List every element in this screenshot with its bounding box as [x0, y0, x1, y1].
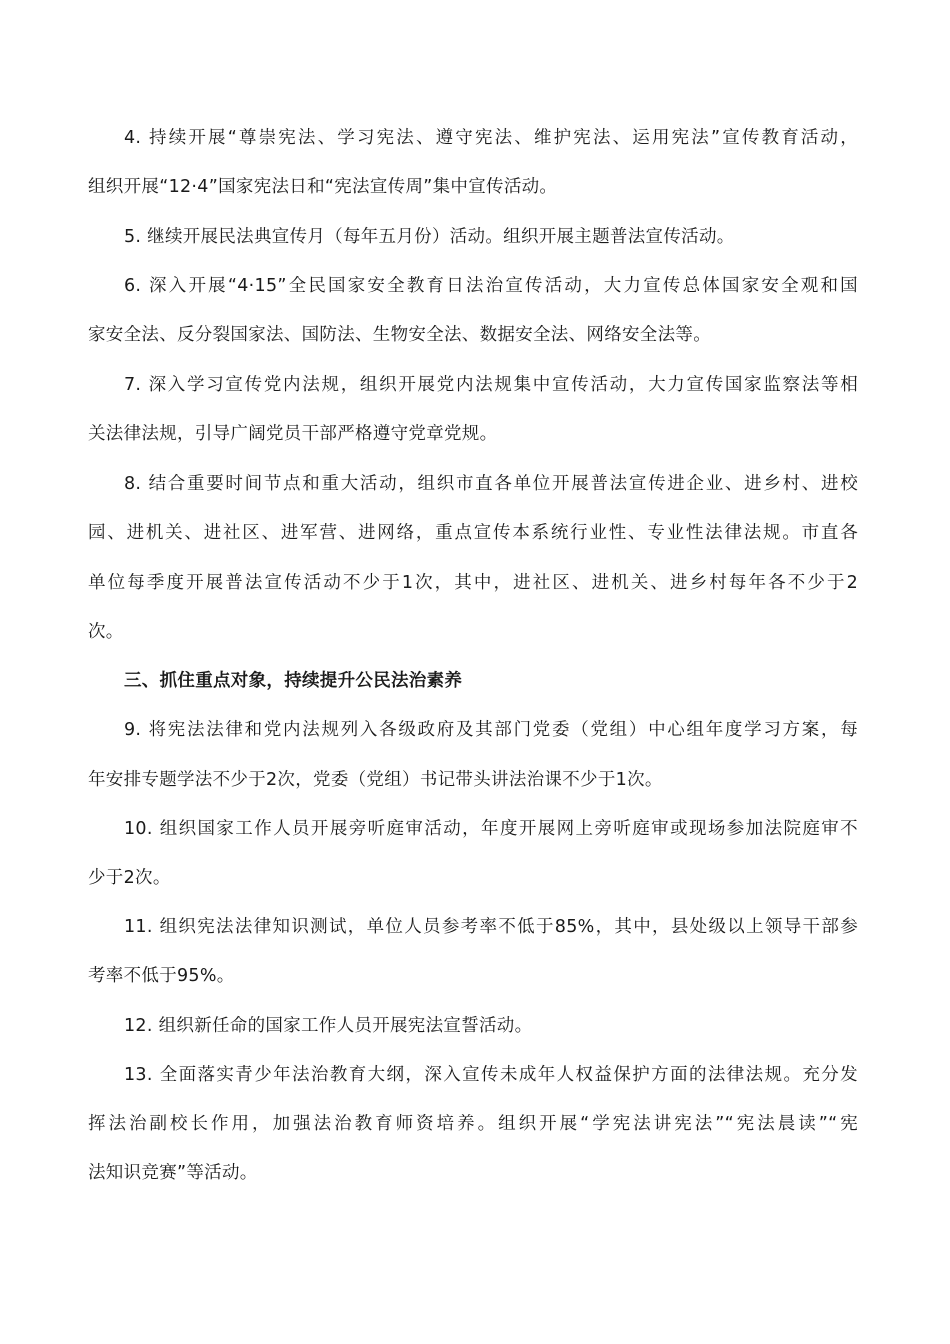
text-line: 法知识竞赛”等活动。 — [88, 1163, 258, 1183]
text-line: 组织开展“12·4”国家宪法日和“宪法宣传周”集中宣传活动。 — [88, 177, 558, 197]
text-line: 6. 深入开展“4·15”全民国家安全教育日法治宣传活动，大力宣传总体国家安全观和国 — [124, 276, 858, 296]
text-line: 7. 深入学习宣传党内法规，组织开展党内法规集中宣传活动，大力宣传国家监察法等相 — [124, 375, 858, 395]
text-line: 单位每季度开展普法宣传活动不少于1次，其中，进社区、进机关、进乡村每年各不少于2 — [88, 573, 858, 593]
text-line: 园、进机关、进社区、进军营、进网络，重点宣传本系统行业性、专业性法律法规。市直各 — [88, 523, 858, 543]
text-line: 5. 继续开展民法典宣传月（每年五月份）活动。组织开展主题普法宣传活动。 — [124, 227, 735, 247]
text-line: 4. 持续开展“尊崇宪法、学习宪法、遵守宪法、维护宪法、运用宪法”宣传教育活动， — [124, 128, 858, 148]
text-line: 少于2次。 — [88, 868, 171, 888]
text-line: 考率不低于95%。 — [88, 966, 235, 986]
text-line: 年安排专题学法不少于2次，党委（党组）书记带头讲法治课不少于1次。 — [88, 770, 663, 790]
section-heading: 三、抓住重点对象，持续提升公民法治素养 — [124, 671, 463, 691]
text-line: 10. 组织国家工作人员开展旁听庭审活动，年度开展网上旁听庭审或现场参加法院庭审不 — [124, 819, 858, 839]
text-line: 9. 将宪法法律和党内法规列入各级政府及其部门党委（党组）中心组年度学习方案，每 — [124, 720, 858, 740]
text-line: 13. 全面落实青少年法治教育大纲，深入宣传未成年人权益保护方面的法律法规。充分发 — [124, 1065, 858, 1085]
text-line: 8. 结合重要时间节点和重大活动，组织市直各单位开展普法宣传进企业、进乡村、进校 — [124, 474, 858, 494]
text-line: 家安全法、反分裂国家法、国防法、生物安全法、数据安全法、网络安全法等。 — [88, 325, 711, 345]
text-line: 11. 组织宪法法律知识测试，单位人员参考率不低于85%，其中，县处级以上领导干部参 — [124, 917, 858, 937]
text-line: 关法律法规，引导广阔党员干部严格遵守党章党规。 — [88, 424, 498, 444]
text-line: 次。 — [88, 622, 124, 642]
text-line: 挥法治副校长作用，加强法治教育师资培养。组织开展“学宪法讲宪法”“宪法晨读”“宪 — [88, 1114, 858, 1134]
text-line: 12. 组织新任命的国家工作人员开展宪法宣誓活动。 — [124, 1016, 533, 1036]
